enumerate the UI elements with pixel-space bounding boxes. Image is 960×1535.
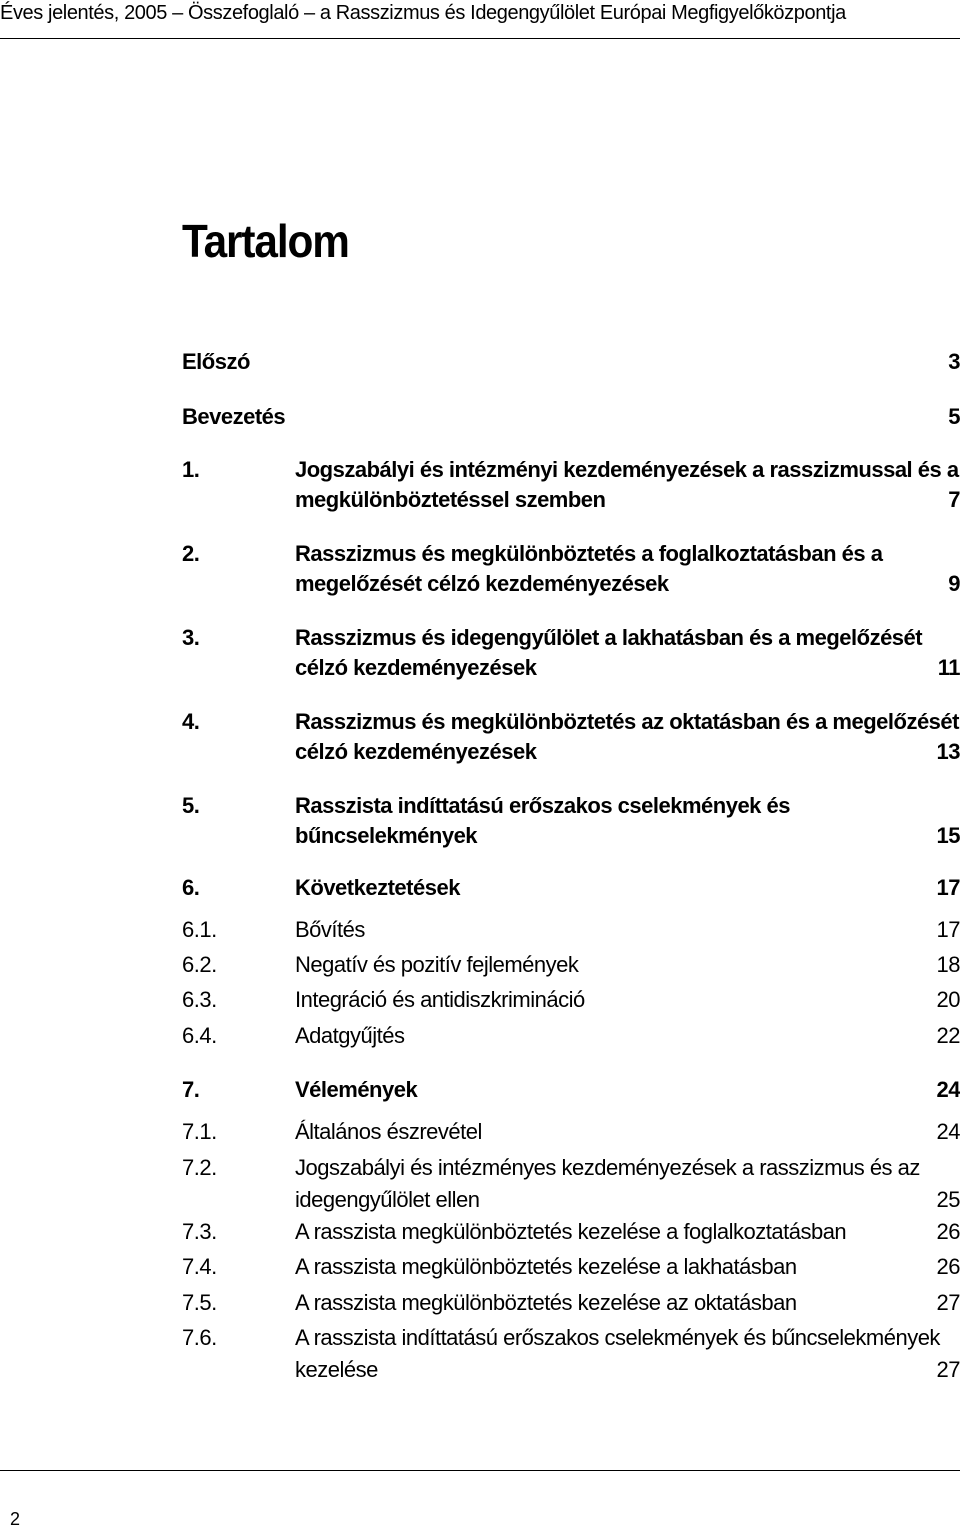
toc-label: A rasszista indíttatású erőszakos cselekmények és bűncselekmények bbox=[295, 1325, 940, 1350]
toc-page: 26 bbox=[936, 1254, 960, 1279]
toc-page: 27 bbox=[936, 1290, 960, 1315]
toc-label: Rasszizmus és megkülönböztetés az oktatásban és a megelőzését bbox=[295, 709, 959, 734]
toc-entry-5[interactable] bbox=[182, 791, 960, 851]
toc-entry-7-6[interactable] bbox=[182, 1323, 960, 1385]
toc-number: 6.3. bbox=[182, 987, 217, 1012]
toc-label: Jogszabályi és intézményes kezdeményezések a rasszizmus és az bbox=[295, 1155, 920, 1180]
toc-label: Rasszizmus és idegengyűlölet a lakhatásban és a megelőzését bbox=[295, 625, 923, 650]
toc-page: 3 bbox=[948, 349, 960, 374]
toc-label: Jogszabályi és intézményi kezdeményezések a rasszizmussal és a bbox=[295, 457, 959, 482]
toc-entry-7-2[interactable] bbox=[182, 1153, 960, 1215]
toc-page: 26 bbox=[936, 1219, 960, 1244]
toc-label: A rasszista megkülönböztetés kezelése a foglalkoztatásban bbox=[295, 1219, 847, 1244]
toc-entry-6-2[interactable] bbox=[182, 950, 960, 980]
toc-entry-7-5[interactable] bbox=[182, 1288, 960, 1318]
toc-label: Adatgyűjtés bbox=[295, 1023, 405, 1048]
toc-entry-7-4[interactable] bbox=[182, 1252, 960, 1282]
toc-entry-1[interactable] bbox=[182, 455, 960, 515]
toc-page: 5 bbox=[948, 404, 960, 429]
toc-number: 2. bbox=[182, 541, 200, 566]
footer-divider bbox=[0, 1470, 960, 1471]
toc-label-cont: bűncselekmények bbox=[295, 823, 478, 848]
toc-label-cont: megelőzését célzó kezdeményezések bbox=[295, 571, 669, 596]
toc-entry-6[interactable] bbox=[182, 873, 960, 903]
toc-number: 6. bbox=[182, 875, 200, 900]
toc-number: 7.2. bbox=[182, 1155, 217, 1180]
toc-entry-7[interactable] bbox=[182, 1075, 960, 1105]
toc-label: A rasszista megkülönböztetés kezelése a lakhatásban bbox=[295, 1254, 797, 1279]
toc-label-cont: megkülönböztetéssel szemben bbox=[295, 487, 606, 512]
toc-page: 17 bbox=[936, 875, 960, 900]
toc-label: Negatív és pozitív fejlemények bbox=[295, 952, 579, 977]
toc-page: 27 bbox=[936, 1357, 960, 1382]
toc-number: 7.3. bbox=[182, 1219, 217, 1244]
toc-entry-4[interactable] bbox=[182, 707, 960, 767]
page-title: Tartalom bbox=[182, 215, 349, 267]
toc-number: 6.2. bbox=[182, 952, 217, 977]
toc-number: 7.5. bbox=[182, 1290, 217, 1315]
toc-label: Bevezetés bbox=[182, 404, 286, 429]
toc-label-cont: célzó kezdeményezések bbox=[295, 655, 537, 680]
toc-page: 18 bbox=[936, 952, 960, 977]
toc-label: Következtetések bbox=[295, 875, 460, 900]
toc-page: 25 bbox=[936, 1187, 960, 1212]
toc-entry-6-1[interactable] bbox=[182, 915, 960, 945]
toc-page: 17 bbox=[936, 917, 960, 942]
toc-label: Általános észrevétel bbox=[295, 1119, 482, 1144]
toc-label: A rasszista megkülönböztetés kezelése az oktatásban bbox=[295, 1290, 797, 1315]
toc-page: 15 bbox=[936, 823, 960, 848]
toc-label: Rasszizmus és megkülönböztetés a foglalkoztatásban és a bbox=[295, 541, 883, 566]
toc-page: 13 bbox=[936, 739, 960, 764]
toc-number: 7.4. bbox=[182, 1254, 217, 1279]
toc-page: 9 bbox=[948, 571, 960, 596]
toc-label-cont: idegengyűlölet ellen bbox=[295, 1187, 480, 1212]
toc-number: 7. bbox=[182, 1077, 200, 1102]
toc-entry-7-1[interactable] bbox=[182, 1117, 960, 1147]
toc-label-cont: kezelése bbox=[295, 1357, 378, 1382]
toc-entry-6-3[interactable] bbox=[182, 985, 960, 1015]
toc-number: 7.6. bbox=[182, 1325, 217, 1350]
toc-number: 4. bbox=[182, 709, 200, 734]
toc-label: Integráció és antidiszkrimináció bbox=[295, 987, 585, 1012]
footer-page-number: 2 bbox=[10, 1509, 21, 1529]
toc-page: 7 bbox=[948, 487, 960, 512]
toc-page: 11 bbox=[937, 655, 960, 680]
toc-label: Bővítés bbox=[295, 917, 365, 942]
toc-number: 1. bbox=[182, 457, 200, 482]
toc-number: 7.1. bbox=[182, 1119, 217, 1144]
toc-number: 5. bbox=[182, 793, 200, 818]
toc-entry-3[interactable] bbox=[182, 623, 960, 683]
toc-entry-eloszo[interactable] bbox=[182, 347, 960, 377]
toc-number: 6.4. bbox=[182, 1023, 217, 1048]
toc-page: 24 bbox=[936, 1077, 960, 1102]
toc-label: Vélemények bbox=[295, 1077, 418, 1102]
toc-entry-6-4[interactable] bbox=[182, 1021, 960, 1051]
toc-number: 3. bbox=[182, 625, 200, 650]
running-header: Éves jelentés, 2005 – Összefoglaló – a Rasszizmus és Idegengyűlölet Európai Megfigyelőközpontja bbox=[0, 2, 846, 24]
toc-page: 24 bbox=[936, 1119, 960, 1144]
toc-entry-2[interactable] bbox=[182, 539, 960, 599]
toc-page: 22 bbox=[936, 1023, 960, 1048]
header-divider bbox=[0, 38, 960, 39]
toc-page: 20 bbox=[936, 987, 960, 1012]
toc-entry-bevezetes[interactable] bbox=[182, 402, 960, 432]
toc-number: 6.1. bbox=[182, 917, 217, 942]
toc-label: Előszó bbox=[182, 349, 250, 374]
toc-entry-7-3[interactable] bbox=[182, 1217, 960, 1247]
toc-label-cont: célzó kezdeményezések bbox=[295, 739, 537, 764]
toc-label: Rasszista indíttatású erőszakos cselekmények és bbox=[295, 793, 790, 818]
